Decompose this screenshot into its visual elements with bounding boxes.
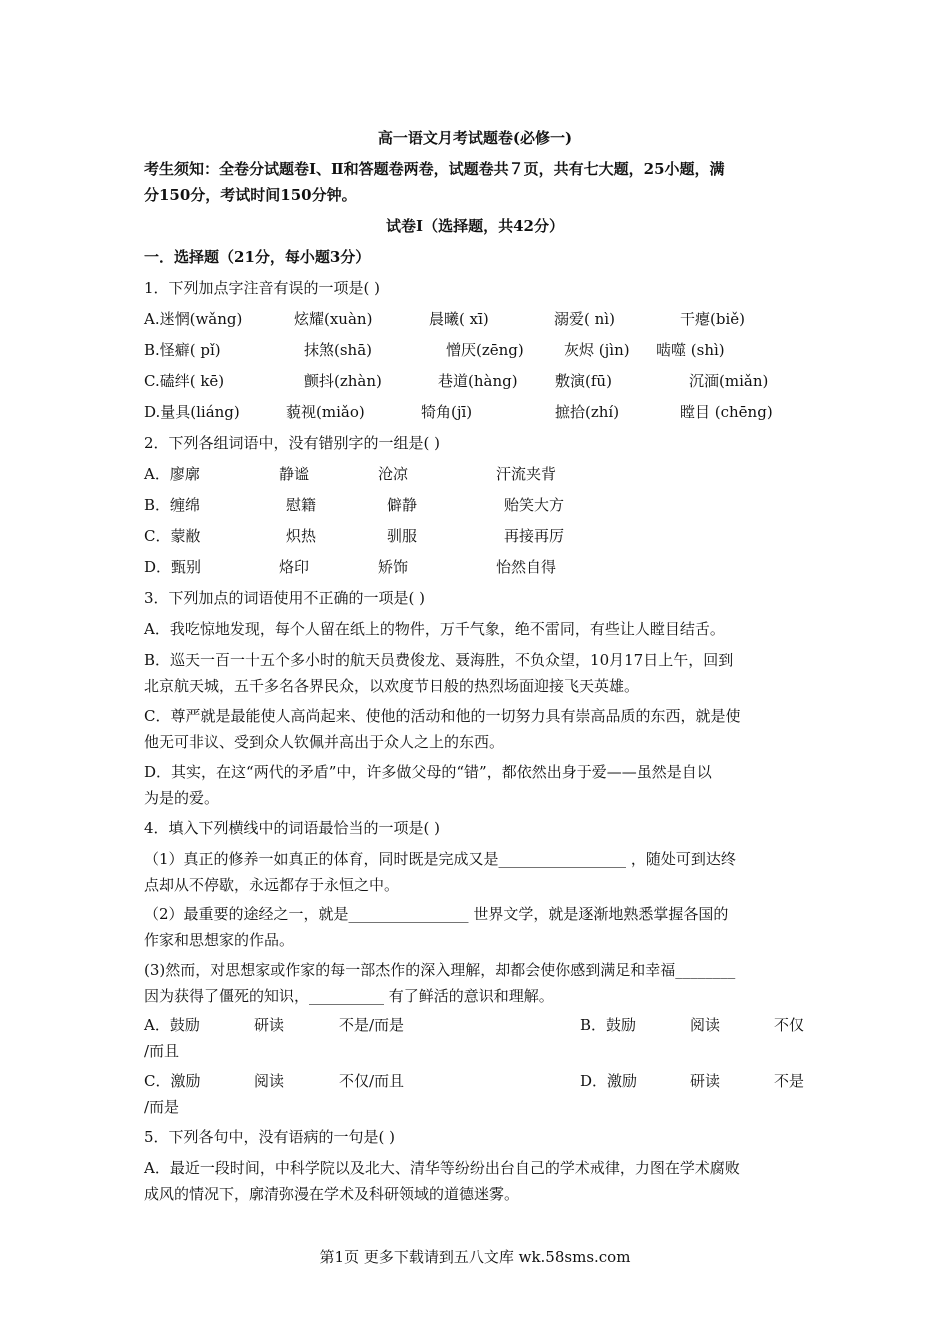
q1-stem: 1．下列加点字注音有误的一项是( ) xyxy=(144,279,381,297)
q5-option-a: A．最近一段时间，中科学院以及北大、清华等纷纷出台自己的学术戒律，力图在学术腐败 xyxy=(144,1159,740,1177)
q5-option-a-cont: 成风的情况下，廓清弥漫在学术及科研领域的道德迷雾。 xyxy=(144,1185,520,1203)
q4-sentence-2-cont: 作家和思想家的作品。 xyxy=(144,931,295,949)
q3-option-d-cont: 为是的爱。 xyxy=(144,789,220,807)
q4-sentence-1-cont: 点却从不停歇，永远都存于永恒之中。 xyxy=(144,876,400,894)
exam-title: 高一语文月考试题卷(必修一) xyxy=(377,129,573,147)
q4-stem: 4．填入下列横线中的词语最恰当的一项是( ) xyxy=(144,819,441,837)
q3-stem: 3．下列加点的词语使用不正确的一项是( ) xyxy=(144,589,426,607)
part-title: 一．选择题（21分，每小题3分） xyxy=(144,248,371,266)
q5-stem: 5．下列各句中，没有语病的一句是( ) xyxy=(144,1128,396,1146)
q3-option-d: D．其实，在这“两代的矛盾”中，许多做父母的“错”，都依然出身于爱——虽然是自以 xyxy=(144,763,712,781)
q4-sentence-3-cont: 因为获得了僵死的知识，__________ 有了鲜活的意识和理解。 xyxy=(144,987,554,1005)
q4-option-b-cont: /而且 xyxy=(144,1042,180,1060)
q4-option-d-cont: /而是 xyxy=(144,1098,180,1116)
page-footer: 第1页 更多下载请到五八文库 wk.58sms.com xyxy=(319,1248,631,1266)
q3-option-c-cont: 他无可非议、受到众人钦佩并高出于众人之上的东西。 xyxy=(144,733,505,751)
q2-stem: 2．下列各组词语中，没有错别字的一组是( ) xyxy=(144,434,441,452)
section-title: 试卷Ⅰ（选择题，共42分） xyxy=(386,217,564,235)
q3-option-b-cont: 北京航天城，五千多名各界民众，以欢度节日般的热烈场面迎接飞天英雄。 xyxy=(144,677,640,695)
q4-sentence-1: （1）真正的修养一如真正的体育，同时既是完成又是_________________ ，随处可到达终 xyxy=(144,850,736,868)
q4-sentence-2: （2）最重要的途经之一，就是________________ 世界文学，就是逐渐地熟悉掌握各国的 xyxy=(144,905,729,923)
q4-sentence-3: (3)然而，对思想家或作家的每一部杰作的深入理解，却都会使你感到满足和幸福________ xyxy=(144,961,736,979)
q3-option-a: A．我吃惊地发现，每个人留在纸上的物件，万千气象，绝不雷同，有些让人瞠目结舌。 xyxy=(144,620,725,638)
notice-line-2: 分150分，考试时间150分钟。 xyxy=(144,186,357,204)
q3-option-b: B．巡天一百一十五个多小时的航天员费俊龙、聂海胜，不负众望，10月17日上午，回到 xyxy=(144,651,734,669)
notice-line-1: 考生须知：全卷分试题卷Ⅰ、Ⅱ和答题卷两卷，试题卷共７页，共有七大题，25小题，满 xyxy=(144,160,725,178)
q3-option-c: C．尊严就是最能使人高尚起来、使他的活动和他的一切努力具有崇高品质的东西，就是使 xyxy=(144,707,741,725)
